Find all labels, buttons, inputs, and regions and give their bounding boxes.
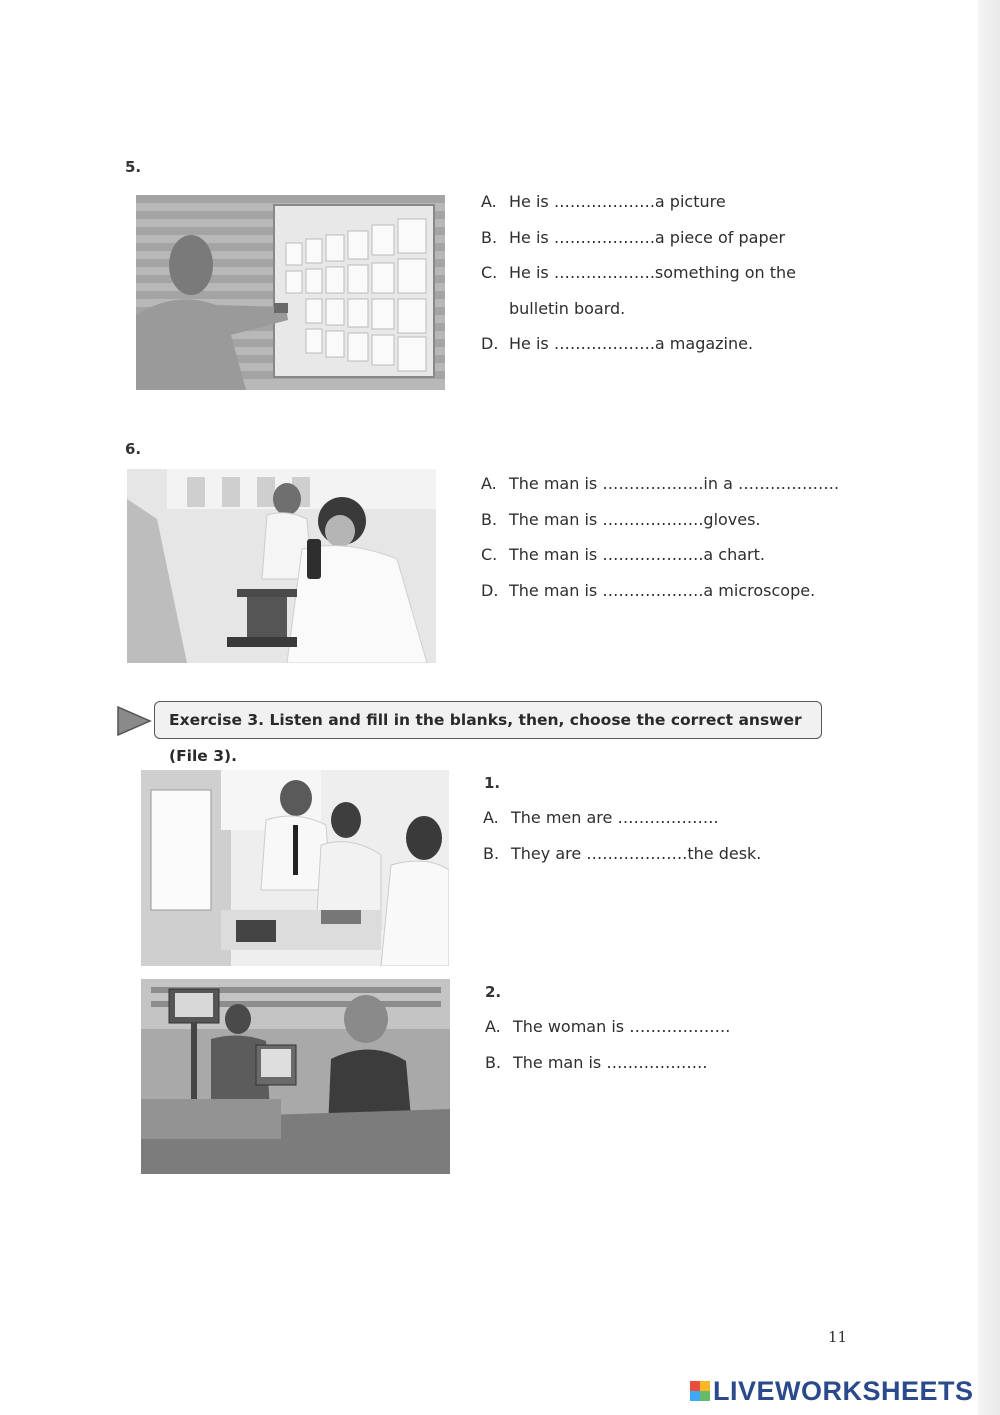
- liveworksheets-wordmark: LIVEWORKSHEETS: [713, 1375, 974, 1406]
- question-6-options: [481, 474, 841, 616]
- liveworksheets-mark-icon: [690, 1381, 710, 1401]
- exercise-item-2-option-a[interactable]: A. The woman is ……………….: [485, 1017, 731, 1036]
- question-6-number: 6.: [125, 440, 142, 458]
- question-5-option-a[interactable]: A. He is ……………….a picture: [481, 192, 726, 211]
- page-edge: [978, 0, 1000, 1415]
- page-number: 11: [828, 1328, 848, 1346]
- exercise-item-2-options: [485, 1017, 845, 1088]
- question-6-option-b[interactable]: B. The man is ……………….gloves.: [481, 509, 761, 529]
- question-6-option-d[interactable]: D. The man is ……………….a microscope.: [481, 580, 816, 600]
- play-arrow-icon: [116, 705, 152, 737]
- checkout-counter-photo: [141, 979, 450, 1174]
- question-5-option-b[interactable]: B. He is ……………….a piece of paper: [481, 227, 786, 247]
- exercise-item-2-option-b[interactable]: B. The man is ……………….: [485, 1052, 708, 1072]
- exercise-item-1-options: [483, 808, 843, 879]
- exercise-item-1-number: 1.: [484, 774, 501, 792]
- question-5-option-c[interactable]: C. He is ……………….something on the: [481, 263, 796, 282]
- man-writing-on-bulletin-board-photo: [136, 195, 445, 390]
- exercise-3-banner: [116, 701, 826, 765]
- exercise-3-title: Exercise 3. Listen and fill in the blanks, then, choose the correct answer (File 3).: [154, 701, 822, 739]
- exercise-item-2-number: 2.: [485, 983, 502, 1001]
- men-at-office-desk-photo: [141, 770, 449, 966]
- liveworksheets-logo[interactable]: [690, 1376, 974, 1406]
- question-6-option-a[interactable]: A. The man is ……………….in a ……………….: [481, 474, 840, 493]
- exercise-item-1-option-a[interactable]: A. The men are ……………….: [483, 808, 719, 827]
- question-5-option-d[interactable]: D. He is ……………….a magazine.: [481, 334, 754, 353]
- question-6-option-c[interactable]: C. The man is ……………….a chart.: [481, 545, 765, 564]
- scientists-with-microscope-photo: [127, 469, 436, 663]
- question-5-options: [481, 192, 841, 370]
- question-5-option-c-continuation: bulletin board.: [509, 298, 626, 318]
- question-5-number: 5.: [125, 158, 142, 176]
- exercise-item-1-option-b[interactable]: B. They are ……………….the desk.: [483, 843, 762, 863]
